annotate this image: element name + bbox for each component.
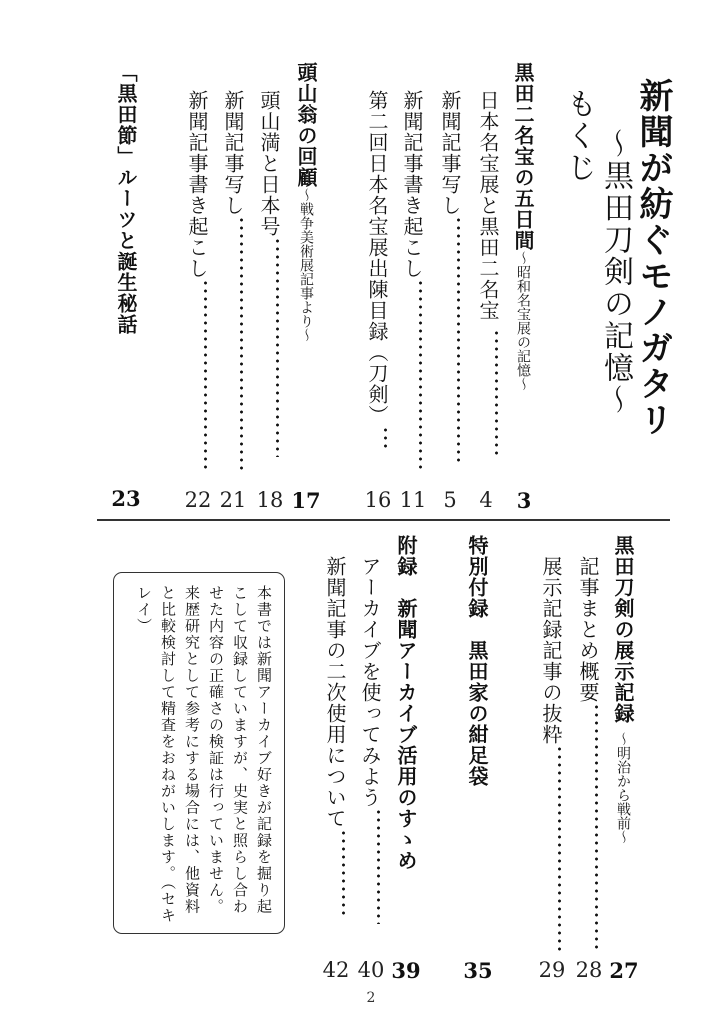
chapter-title: 頭山翁の回顧 [294, 62, 318, 188]
entry-label: 新聞記事書き起こし [185, 90, 209, 279]
entry-label: 頭山満と日本号 [257, 90, 281, 237]
entry-label: 日本名宝展と黒田二名宝 [476, 90, 500, 321]
chapter-title: 黒田刀剣の展示記録 [611, 535, 635, 724]
page-number: 39 [391, 958, 421, 983]
document-subtitle: ～黒田刀剣の記憶～ [598, 128, 633, 416]
entry-label: 新聞記事写し [438, 90, 462, 216]
page-number: 21 [219, 488, 247, 512]
toc-chapter-kuroda-nimeiho[interactable] [513, 62, 533, 391]
disclaimer-note-box [113, 572, 285, 934]
toc-entry[interactable] [259, 90, 279, 457]
page-number: 17 [291, 488, 321, 513]
disclaimer-text: 本書では新聞アーカイブ好きが記録を掘り起こして収録していますが、史実と照らし合わせた内容の正確さの検証は行っていません。来歴研究として参考にする場合には、他資料と比較検討して精査をおねがいします。（セキレイ） [135, 585, 273, 924]
leader-dots [240, 216, 243, 471]
entry-label: 第二回日本名宝展出陳目録（刀剣） [365, 90, 389, 426]
leader-dots [558, 745, 561, 951]
page-number: 5 [443, 488, 457, 512]
chapter-subtitle: ～昭和名宝展の記憶～ [515, 251, 531, 391]
chapter-title: 黒田二名宝の五日間 [511, 62, 535, 251]
entry-label: 新聞記事書き起こし [400, 90, 424, 279]
toc-chapter-kurodabushi[interactable]: 「黒田節」ルーツと誕生秘話 [114, 62, 138, 335]
leader-dots [204, 279, 207, 471]
toc-entry[interactable] [325, 556, 345, 919]
toc-entry[interactable] [402, 90, 422, 469]
leader-dots [419, 279, 422, 469]
leader-dots [457, 216, 460, 466]
footer-page-number: 2 [366, 990, 376, 1006]
toc-entry[interactable] [223, 90, 243, 471]
leader-dots [377, 808, 380, 924]
entry-label: 記事まとめ概要 [576, 556, 600, 703]
leader-dots [384, 426, 387, 448]
page-number: 27 [609, 958, 639, 983]
section-divider [97, 519, 670, 521]
page-number: 4 [479, 488, 493, 512]
chapter-subtitle: ～戦争美術展記事より～ [298, 188, 314, 342]
page-number: 23 [111, 486, 141, 511]
page-number: 35 [463, 958, 493, 983]
toc-entry[interactable] [541, 556, 561, 951]
toc-entry[interactable] [360, 556, 380, 924]
toc-chapter-furoku-archive[interactable]: 附録 新聞アーカイブ活用のすゝめ [394, 535, 418, 871]
leader-dots [342, 829, 345, 919]
page-number: 28 [575, 958, 603, 982]
toc-chapter-tokenten[interactable] [613, 535, 633, 844]
leader-dots [276, 237, 279, 457]
toc-entry[interactable] [440, 90, 460, 466]
page-number: 11 [399, 488, 427, 512]
entry-label: アーカイブを使ってみよう [358, 556, 382, 808]
toc-label: もくじ [561, 88, 596, 184]
chapter-subtitle: ～明治から戦前～ [615, 732, 631, 844]
toc-entry[interactable] [367, 90, 387, 448]
page-number: 29 [538, 958, 566, 982]
leader-dots [495, 329, 498, 459]
document-title: 新聞が紡ぐモノガタリ [633, 78, 673, 438]
entry-label: 新聞記事の二次使用について [323, 556, 347, 829]
toc-chapter-tokubetsu-furoku[interactable]: 特別付録 黒田家の紺足袋 [465, 535, 489, 787]
leader-dots [595, 703, 598, 953]
page-number: 42 [322, 958, 350, 982]
toc-entry[interactable] [478, 90, 498, 459]
page-number: 16 [364, 488, 392, 512]
page-number: 3 [516, 488, 532, 513]
toc-entry[interactable] [578, 556, 598, 953]
page-number: 22 [184, 488, 212, 512]
toc-entry[interactable] [187, 90, 207, 471]
page-number: 40 [357, 958, 385, 982]
entry-label: 新聞記事写し [221, 90, 245, 216]
entry-label: 展示記録記事の抜粋 [539, 556, 563, 745]
toc-chapter-toyama[interactable] [296, 62, 316, 342]
page-number: 18 [256, 488, 284, 512]
